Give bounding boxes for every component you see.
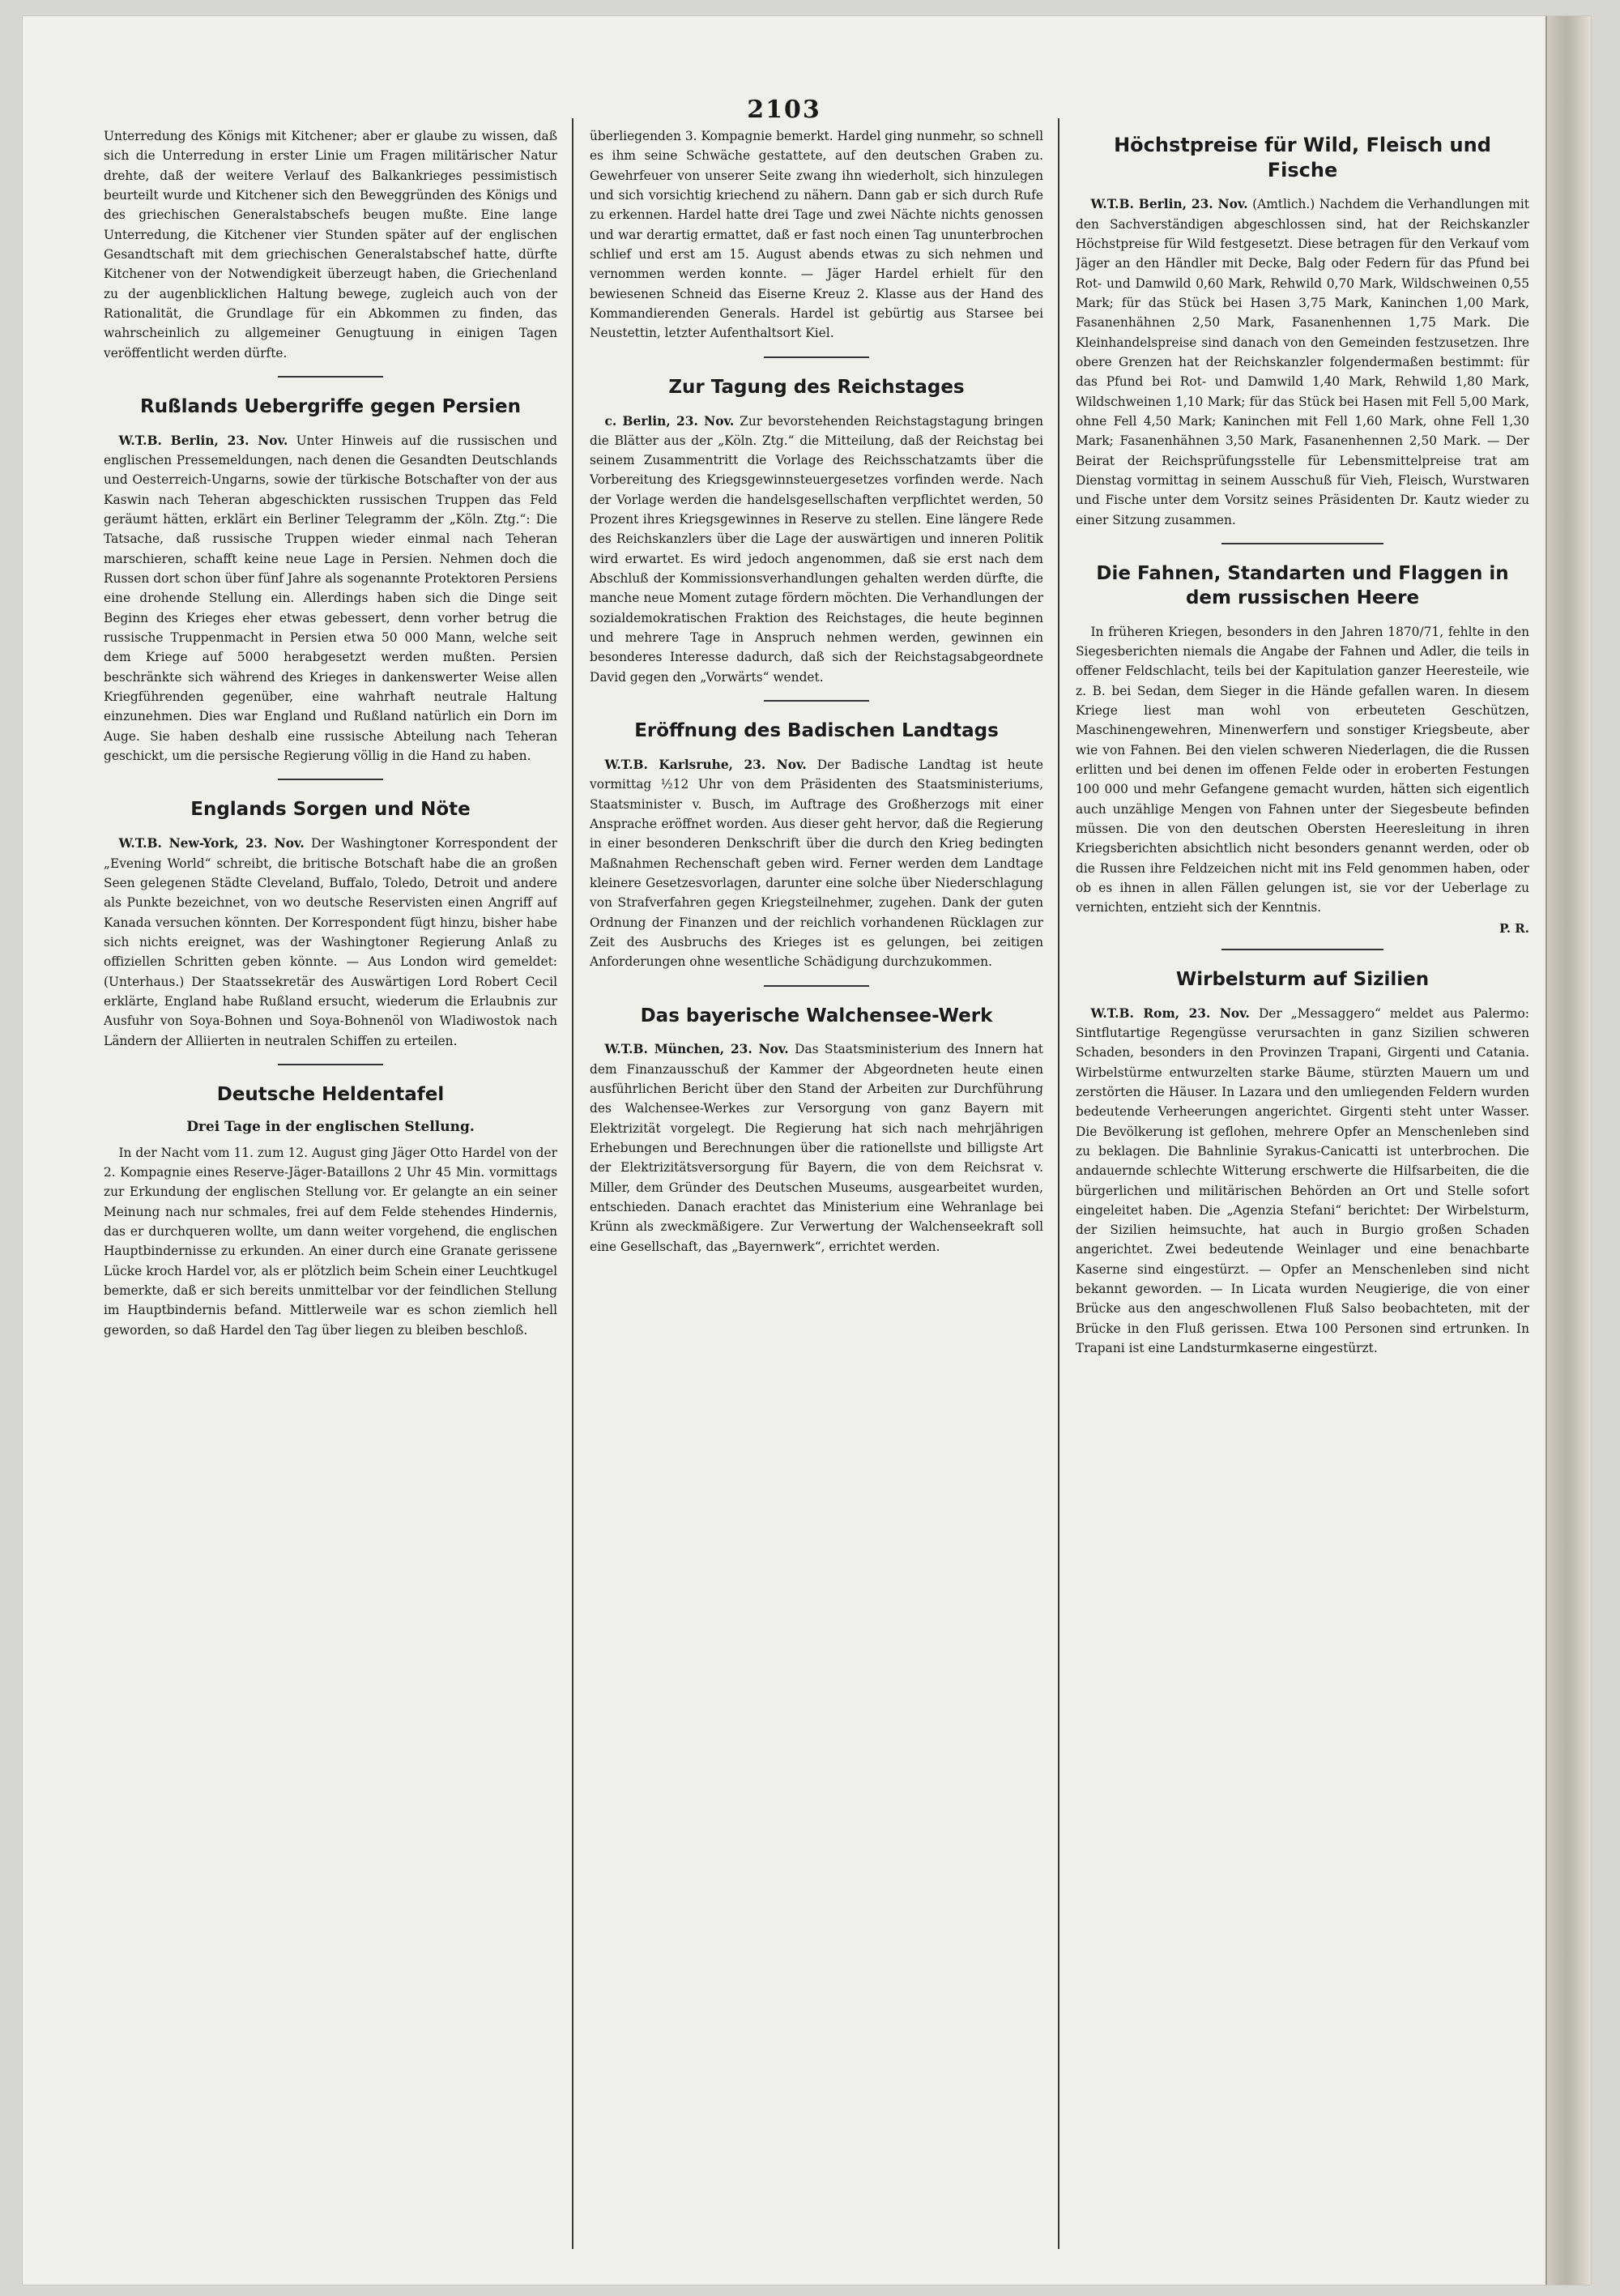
article-badischer-landtag (590, 719, 1043, 972)
article-headline: Eröffnung des Badischen Landtags (634, 720, 999, 742)
article-text: Unter Hinweis auf die russischen und englischen Pressemeldungen, nach denen die Gesandten Deutschlands und Oesterreich-Ungarns, sowie der türkische Botschafter von der aus Kaswin nach Teheran abgeschickten russischen Truppen das Feld geräumt hätten, erklärt ein Berliner Telegramm der „Köln. Ztg.“: Die Tatsache, daß russische Truppen wieder einmal nach Teheran marschieren, schafft keine neue Lage in Persien. Nehmen doch die Russen dort schon über fünf Jahre als sogenannte Protektoren Persiens eine drohende Stellung ein. Allerdings haben sich die Dinge seit Beginn des Krieges eher etwas gebessert, denn vorher betrug die russische Truppenmacht in Persien etwa 50 000 Mann, welche seit dem Kriege auf 5000 herabgesetzt werden mußten. Persien beschränkte sich während des Krieges in dankenswerter Weise allen Kriegführenden gegenüber, eine wahrhaft neutrale Haltung einzunehmen. Dies war England und Rußland natürlich ein Dorn im Auge. Sie haben deshalb eine russische Abteilung nach Teheran geschickt, um die persische Regierung völlig in die Hand zu haben. (104, 433, 557, 764)
article-reichstag (590, 376, 1043, 687)
article-continuation (104, 126, 557, 363)
article-text: Das Staatsministerium des Innern hat dem Finanzausschuß der Kammer der Abgeordneten heute einen ausführlichen Bericht über den Stand der Arbeiten zur Durchführung des Walchensee-Werkes zur Versorgung von ganz Bayern mit Elektrizität vorgelegt. Die Regierung hat sich nach mehrjährigen Erhebungen und Berechnungen über die rationellste und billigste Art der Elektrizitätsversorgung für Bayern, die von dem Reichsrat v. Miller, dem Gründer des Deutschen Museums, ausgearbeitet wurden, entschieden. Danach erachtet das Ministerium eine Wehranlage bei Krünn als zweckmäßigere. Zur Verwertung der Walchenseekraft soll eine Gesellschaft, das „Bayernwerk“, errichtet werden. (590, 1042, 1043, 1254)
separator-rule (764, 356, 869, 358)
separator-rule (764, 700, 869, 702)
separator-rule (278, 1064, 383, 1065)
article-subheadline: Drei Tage in der englischen Stellung. (186, 1118, 475, 1135)
article-dateline: W.T.B. Berlin, 23. Nov. (118, 433, 288, 448)
article-dateline: W.T.B. New-York, 23. Nov. (118, 836, 305, 851)
article-byline: P. R. (1499, 920, 1529, 936)
article-headline: Die Fahnen, Standarten und Flaggen in dem russischen Heere (1096, 562, 1509, 608)
separator-rule (278, 376, 383, 378)
separator-rule (1221, 949, 1383, 950)
column-3 (1076, 126, 1529, 2252)
article-text: Der Washingtoner Korrespondent der „Evening World“ schreibt, die britische Botschaft habe die an großen Seen gelegenen Städte Cleveland, Buffalo, Toledo, Detroit und andere als Punkte bezeichnet, von wo deutsche Reservisten einen Angriff auf Kanada versuchen könnten. Der Korrespondent fügt hinzu, bisher habe sich nichts ereignet, was der Washingtoner Regierung Anlaß zu offiziellen Schritten geben könnte. — Aus London wird gemeldet: (Unterhaus.) Der Staatssekretär des Auswärtigen Lord Robert Cecil erklärte, England habe Rußland ersucht, wiederum die Erlaubnis zur Ausfuhr von Soya-Bohnen und Soya-Bohnenöl von Wladiwostok nach Ländern der Alliierten in neutralen Schiffen zu erteilen. (104, 836, 557, 1048)
article-headline: Englands Sorgen und Nöte (190, 799, 471, 821)
article-text: Zur bevorstehenden Reichstagstagung bringen die Blätter aus der „Köln. Ztg.“ die Mitteilung, daß der Reichstag bei seinem Zusammentritt die Vorlage des Reichsschatzamts über die Vorbereitung des Kriegsgewinnsteuergesetzes vorfinden werde. Nach der Vorlage werden die handelsgesellschaften verpflichtet werden, 50 Prozent ihres Kriegsgewinnes in Reserve zu stellen. Eine längere Rede des Reichskanzlers über die Lage der auswärtigen und inneren Politik wird erwartet. Es wird jedoch angenommen, daß sie erst nach dem Abschluß der Kommissionsverhandlungen gehalten werden dürfte, die manche neue Moment zutage fördern möchten. Die Verhandlungen der sozialdemokratischen Fraktion des Reichstages, die heute beginnen und mehrere Tage in Anspruch nehmen werden, gewinnen ein besonderes Interesse dadurch, daß sich der Reichstagsabgeordnete David gegen den „Vorwärts“ wendet. (590, 413, 1043, 685)
article-persien (104, 395, 557, 766)
article-text: In der Nacht vom 11. zum 12. August ging Jäger Otto Hardel von der 2. Kompagnie eines Reserve-Jäger-Bataillons 2 Uhr 45 Min. vormittags zur Erkundung der englischen Stellung vor. Er gelangte an ein seiner Meinung nach nur schmales, frei auf dem Felde stehendes Hindernis, das er durchqueren wollte, um dann weiter vorgehend, die englischen Hauptbindernisse zu erkunden. An einer durch eine Granate gerissene Lücke kroch Hardel vor, als er plötzlich beim Schein einer Leuchtkugel bemerkte, daß er sich bereits unmittelbar vor der feindlichen Stellung im Hauptbindernis befand. Mittlerweile war es schon ziemlich hell geworden, so daß Hardel den Tag über liegen zu bleiben beschloß. (104, 1145, 557, 1338)
article-continuation (590, 126, 1043, 344)
article-wirbelsturm (1076, 968, 1529, 1359)
article-fahnen (1076, 562, 1529, 936)
article-text: Der „Messaggero“ meldet aus Palermo: Sintflutartige Regengüsse verursachten in ganz Sizilien schweren Schaden, besonders in den Provinzen Trapani, Girgenti und Catania. Wirbelstürme entwurzelten starke Bäume, stürzten Mauern um und zerstörten die Häuser. In Lazara und den umliegenden Feldern wurden bedeutende Verheerungen angerichtet. Girgenti steht unter Wasser. Die Bevölkerung ist geflohen, mehrere Opfer an Menschenleben sind zu beklagen. Die Bahnlinie Syrakus-Canicatti ist unterbrochen. Die andauernde schlechte Witterung erschwerte die Hilfsarbeiten, die die bürgerlichen und militärischen Behörden an Ort und Stelle sofort eingeleitet haben. Die „Agenzia Stefani“ berichtet: Der Wirbelsturm, der Sizilien heimsuchte, hat auch in Burgio großen Schaden angerichtet. Zwei bedeutende Weinlager und eine benachbarte Kaserne sind eingestürzt. — Opfer an Menschenleben sind nicht bekannt geworden. — In Licata wurden Neugierige, die von einer Brücke aus den angeschwollenen Fluß Salso beobachteten, mit der Brücke in den Fluß gerissen. Etwa 100 Personen sind ertrunken. In Trapani ist eine Landsturmkaserne eingestürzt. (1076, 1005, 1529, 1356)
article-text: Der Badische Landtag ist heute vormittag ½12 Uhr von dem Präsidenten des Staatsministeriums, Staatsminister v. Busch, im Auftrage des Großherzogs mit einer Ansprache eröffnet worden. Aus dieser geht hervor, daß die Regierung in einer besonderen Denkschrift über die durch den Krieg bedingten Maßnahmen Rechenschaft geben wird. Ferner werden dem Landtage kleinere Gesetzesvorlagen, darunter eine solche über Niederschlagung von Strafverfahren gegen Kriegsteilnehmer, zugehen. Dank der guten Ordnung der Finanzen und der reichlich vorhandenen Rücklagen zur Zeit des Ausbruchs des Krieges ist es gelungen, bei zeitigen Anforderungen ohne wesentliche Schädigung durchzukommen. (590, 757, 1043, 970)
book-spine (1545, 16, 1591, 2285)
column-2 (590, 126, 1043, 2252)
article-headline: Zur Tagung des Reichstages (668, 376, 965, 398)
newspaper-page (23, 16, 1591, 2285)
article-headline: Höchstpreise für Wild, Fleisch und Fische (1114, 134, 1491, 182)
article-headline: Deutsche Heldentafel (216, 1083, 445, 1105)
article-dateline: c. Berlin, 23. Nov. (604, 413, 735, 429)
article-headline: Rußlands Uebergriffe gegen Persien (139, 395, 522, 417)
article-text: überliegenden 3. Kompagnie bemerkt. Hardel ging nunmehr, so schnell es ihm seine Schwäche gestattete, auf den deutschen Graben zu. Gewehrfeuer von unserer Seite zwang ihn wiederholt, sich hinzulegen und sich vorsichtig kriechend zu nähern. Dann gab er sich durch Rufe zu erkennen. Hardel hatte drei Tage und zwei Nächte nichts genossen und war derartig ermattet, daß er fast noch einen Tag ununterbrochen schlief und erst am 15. August abends etwas zu sich nehmen und vernommen werden konnte. — Jäger Hardel erhielt für den bewiesenen Schneid das Eiserne Kreuz 2. Klasse aus der Hand des Kommandierenden Generals. Hardel ist gebürtig aus Starsee bei Neustettin, letzter Aufenthaltsort Kiel. (590, 129, 1043, 341)
column-1 (104, 126, 557, 2252)
column-divider (1058, 118, 1059, 2249)
article-englands-sorgen (104, 798, 557, 1051)
article-walchensee (590, 1005, 1043, 1257)
column-divider (572, 118, 573, 2249)
separator-rule (278, 779, 383, 780)
article-text: Unterredung des Königs mit Kitchener; aber er glaube zu wissen, daß sich die Unterredung in erster Linie um Fragen militärischer Natur drehte, daß der weitere Verlauf des Balkankrieges pessimistisch beurteilt wurde und Kitchener sich den Beweggründen des Königs und des griechischen Generalstabschefs beugen mußte. Eine lange Unterredung, die Kitchener vier Stunden später auf der englischen Gesandtschaft mit dem griechischen Generalstabschef hatte, dürfte Kitchener von der Notwendigkeit überzeugt haben, die Griechenland zu der augenblicklichen Haltung bewege, zugleich auch von der Rationalität, die Grundlage für ein Abkommen zu finden, das wahrscheinlich zu allgemeiner Genugtuung in einigen Tagen veröffentlicht werden dürfte. (104, 129, 557, 361)
article-dateline: W.T.B. Karlsruhe, 23. Nov. (604, 757, 807, 772)
article-dateline: W.T.B. München, 23. Nov. (604, 1042, 789, 1057)
article-headline: Das bayerische Walchensee-Werk (640, 1005, 993, 1026)
separator-rule (764, 985, 869, 987)
article-text: In früheren Kriegen, besonders in den Jahren 1870/71, fehlte in den Siegesberichten niemals die Angabe der Fahnen und Adler, die teils in offener Feldschlacht, teils bei der Kapitulation ganzer Heeresteile, wie z. B. bei Sedan, dem Sieger in die Hände gefallen waren. In diesem Kriege liest man wohl von erbeuteten Geschützen, Maschinengewehren, Minenwerfern und sonstiger Kriegsbeute, aber wie von Fahnen. Bei den vielen schweren Niederlagen, die die Russen erlitten und bei denen im offenen Felde oder in eroberten Festungen 100 000 und mehr Gefangene gemacht wurden, hätten sich eigentlich auch unzählige Mengen von Fahnen unter der Siegesbeute befinden müssen. Die von den deutschen Obersten Heeresleitung in ihren Kriegsberichten absichtlich nicht besonders genannt werden, oder ob die Russen ihre Feldzeichen nicht mit ins Feld genommen haben, oder ob es ihnen in allen Fällen gelungen ist, sie vor der Ueberlage zu vernichten, entzieht sich der Kenntnis. (1076, 624, 1529, 915)
article-text: (Amtlich.) Nachdem die Verhandlungen mit den Sachverständigen abgeschlossen sind, hat der Reichskanzler Höchstpreise für Wild festgesetzt. Diese betragen für den Verkauf vom Jäger an den Händler mit Decke, Balg oder Federn für das Pfund bei Rot- und Damwild 0,60 Mark, Rehwild 0,70 Mark, Wildschweinen 0,55 Mark; für das Stück bei Hasen 3,75 Mark, Kaninchen 1,00 Mark, Fasanenhähnen 2,50 Mark, Fasanenhennen 1,75 Mark. Die Kleinhandelspreise sind danach von den Gemeinden festzusetzen. Ihre obere Grenzen hat der Reichskanzler folgendermaßen bestimmt: für das Pfund bei Rot- und Damwild 1,40 Mark, Rehwild 1,80 Mark, Wildschweinen 1,10 Mark; für das Stück bei Hasen mit Fell 5,00 Mark, ohne Fell 4,50 Mark; Kaninchen mit Fell 1,60 Mark, ohne Fell 1,30 Mark; Fasanenhähnen 3,50 Mark, Fasanenhennen 2,50 Mark. — Der Beirat der Reichsprüfungsstelle für Lebensmittelpreise trat am Dienstag vormittag in seinem Ausschuß für Vieh, Fleisch, Wurstwaren und Fische unter dem Vorsitz seines Präsidenten Dr. Kautz wieder zu einer Sitzung zusammen. (1076, 197, 1529, 527)
article-heldentafel (104, 1083, 557, 1340)
separator-rule (1221, 543, 1383, 544)
article-headline: Wirbelsturm auf Sizilien (1175, 968, 1430, 990)
article-dateline: W.T.B. Berlin, 23. Nov. (1090, 197, 1248, 212)
article-dateline: W.T.B. Rom, 23. Nov. (1090, 1005, 1250, 1021)
page-number: 2103 (747, 96, 821, 124)
article-hoechstpreise (1076, 133, 1529, 530)
